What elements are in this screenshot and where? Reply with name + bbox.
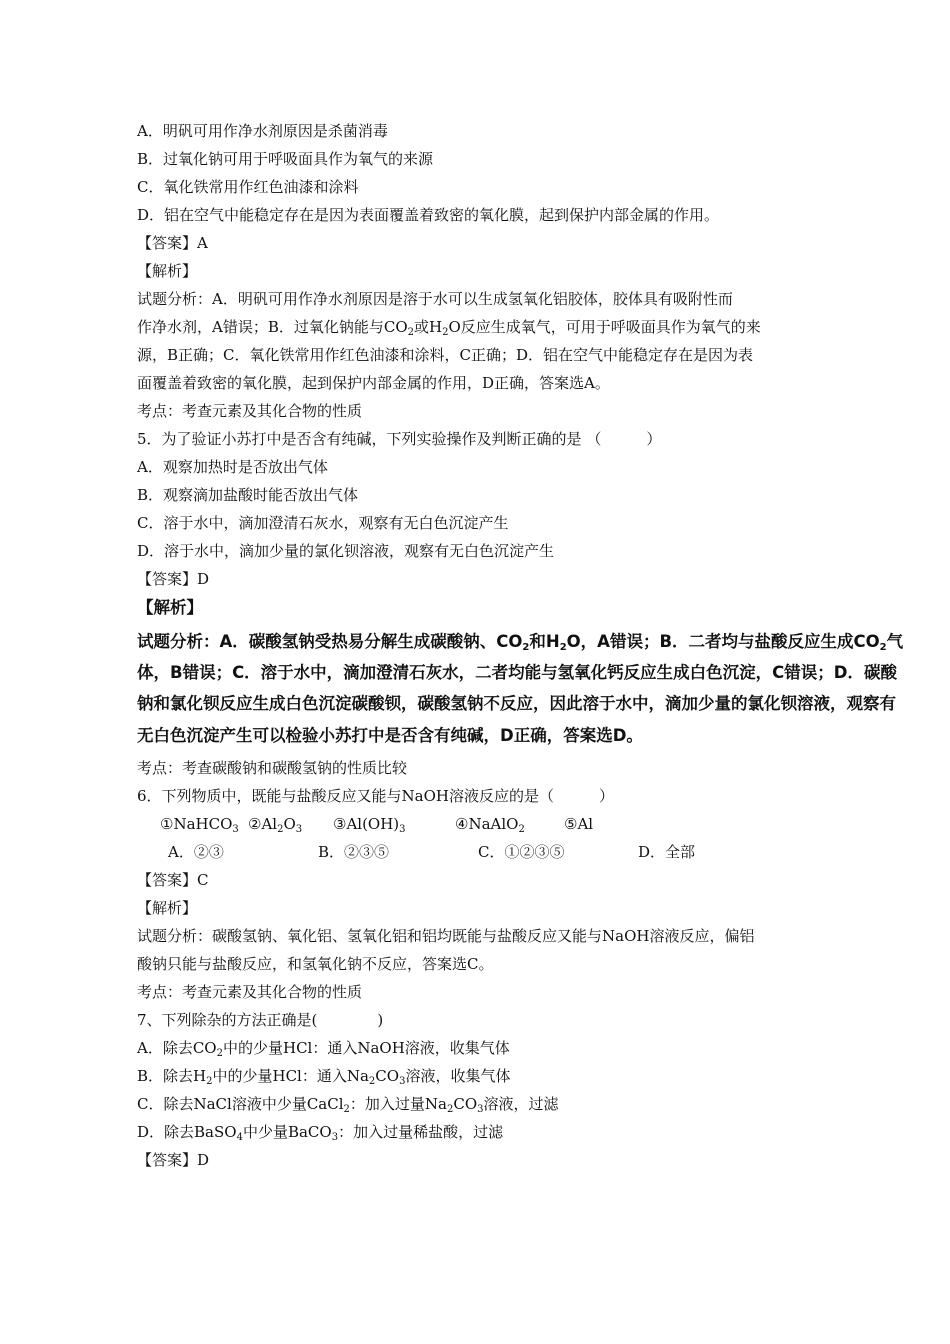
q4-option-b: B．过氧化钠可用于呼吸面具作为氧气的来源 — [137, 150, 434, 168]
q6-option-b: B．②③⑤ — [318, 843, 390, 861]
q7-option-d-part-2: 中少量BaCO — [242, 1123, 332, 1141]
q4-analysis-line-3: 源，B正确；C．氧化铁常用作红色油漆和涂料，C正确；D．铝在空气中能稳定存在是因为表 — [137, 346, 754, 364]
subscript: 4 — [236, 1132, 243, 1143]
q7-option-c-part-2: ：加入过量Na — [349, 1095, 447, 1113]
subscript: 2 — [277, 824, 284, 835]
subscript: 2 — [559, 642, 567, 653]
q5-option-a: A．观察加热时是否放出气体 — [137, 458, 328, 476]
q6-kaodian: 考点：考查元素及其化合物的性质 — [137, 983, 363, 1001]
q4-answer: 【答案】A — [137, 234, 208, 252]
q5-analysis-line-3: 钠和氯化钡反应生成白色沉淀碳酸钡，碳酸氢钠不反应，因此溶于水中，滴加少量的氯化钡溶液，观察有 — [137, 694, 896, 713]
q4-option-a: A．明矾可用作净水剂原因是杀菌消毒 — [137, 122, 388, 140]
q7-option-d-part-1: D．除去BaSO — [137, 1123, 237, 1141]
q6-item-2-text: ②Al — [248, 815, 278, 833]
q5-kaodian: 考点：考查碳酸钠和碳酸氢钠的性质比较 — [137, 759, 408, 777]
q6-answer: 【答案】C — [137, 871, 209, 889]
subscript: 2 — [206, 1076, 213, 1087]
q4-analysis-line-1: 试题分析：A．明矾可用作净水剂原因是溶于水可以生成氢氧化铝胶体，胶体具有吸附性而 — [137, 290, 733, 308]
q6-item-1-text: ①NaHCO — [160, 815, 233, 833]
q6-options-row — [168, 842, 788, 862]
q5-option-c: C．溶于水中，滴加澄清石灰水，观察有无白色沉淀产生 — [137, 514, 509, 532]
q7-option-b-part-1: B．除去H — [137, 1067, 207, 1085]
subscript: 3 — [232, 824, 239, 835]
subscript: 3 — [295, 824, 303, 835]
q4-option-c: C．氧化铁常用作红色油漆和涂料 — [137, 178, 359, 196]
subscript: 3 — [477, 1104, 484, 1115]
q6-item-3-text: ③Al(OH) — [333, 815, 400, 833]
q4-analysis-line-2 — [137, 317, 761, 337]
q6-item-1 — [160, 814, 239, 834]
q7-option-b-part-2: 中的少量HCl：通入Na — [212, 1067, 369, 1085]
subscript: 2 — [368, 1076, 376, 1087]
q4-analysis-line-2-part-a: 作净水剂，A错误；B．过氧化钠能与CO — [137, 318, 408, 336]
q7-option-d — [137, 1122, 503, 1142]
subscript: 2 — [442, 327, 449, 338]
q6-option-c: C．①②③⑤ — [478, 843, 565, 861]
q7-option-c-part-4: 溶液，过滤 — [483, 1095, 559, 1113]
q7-option-d-part-3: ：加入过量稀盐酸，过滤 — [338, 1123, 504, 1141]
q6-item-4 — [455, 814, 525, 834]
q5-answer: 【答案】D — [137, 570, 210, 588]
q5-analysis-line-1-part-b: 和H — [529, 632, 560, 651]
subscript: 2 — [343, 1104, 350, 1115]
q5-analysis-line-1-part-d: 气 — [886, 632, 904, 651]
q7-option-a — [137, 1038, 510, 1058]
subscript: 2 — [522, 642, 530, 653]
q7-option-c-part-3: CO — [453, 1095, 478, 1113]
q6-item-2-text-b: O — [283, 815, 296, 833]
q7-option-b-part-3: CO — [375, 1067, 400, 1085]
q6-item-3 — [333, 814, 406, 834]
subscript: 3 — [399, 824, 406, 835]
q5-analysis-line-2: 体，B错误；C．溶于水中，滴加澄清石灰水，二者均能与氢氧化钙反应生成白色沉淀，C错误；D．碳酸 — [137, 663, 897, 682]
subscript: 2 — [407, 327, 415, 338]
q4-kaodian: 考点：考查元素及其化合物的性质 — [137, 402, 363, 420]
q7-option-a-part-1: A．除去CO — [137, 1039, 217, 1057]
q4-option-d: D．铝在空气中能稳定存在是因为表面覆盖着致密的氧化膜，起到保护内部金属的作用。 — [137, 206, 720, 224]
q6-items-row — [160, 814, 780, 834]
q4-analysis-line-2-part-b: 或H — [414, 318, 443, 336]
q5-option-b: B．观察滴加盐酸时能否放出气体 — [137, 486, 359, 504]
q5-analysis-line-1-part-c: O，A错误；B．二者均与盐酸反应生成CO — [566, 632, 880, 651]
q6-analysis-line-1: 试题分析：碳酸氢钠、氧化铝、氢氧化铝和铝均既能与盐酸反应又能与NaOH溶液反应，偏铝 — [137, 927, 755, 945]
subscript: 2 — [216, 1048, 223, 1059]
subscript: 3 — [331, 1132, 339, 1143]
q4-analysis-heading: 【解析】 — [137, 262, 198, 280]
q5-analysis-line-4: 无白色沉淀产生可以检验小苏打中是否含有纯碱，D正确，答案选D。 — [137, 726, 643, 745]
q6-stem: 6．下列物质中，既能与盐酸反应又能与NaOH溶液反应的是（ ） — [137, 787, 614, 805]
q6-item-2 — [248, 814, 302, 834]
q7-stem: 7、下列除杂的方法正确是( ) — [137, 1011, 384, 1029]
q5-stem: 5．为了验证小苏打中是否含有纯碱，下列实验操作及判断正确的是 （ ） — [137, 430, 662, 448]
subscript: 2 — [518, 824, 525, 835]
subscript: 2 — [879, 642, 887, 653]
q5-analysis-line-1-part-a: 试题分析：A．碳酸氢钠受热易分解生成碳酸钠、CO — [137, 632, 523, 651]
subscript: 2 — [446, 1104, 454, 1115]
q7-option-c-part-1: C．除去NaCl溶液中少量CaCl — [137, 1095, 344, 1113]
q6-analysis-line-2: 酸钠只能与盐酸反应，和氢氧化钠不反应，答案选C。 — [137, 955, 494, 973]
q6-option-a: A．②③ — [168, 843, 224, 861]
q4-analysis-line-2-part-c: O反应生成氧气，可用于呼吸面具作为氧气的来 — [448, 318, 761, 336]
q6-item-4-text: ④NaAlO — [455, 815, 519, 833]
q6-option-d: D．全部 — [638, 843, 696, 861]
q5-option-d: D．溶于水中，滴加少量的氯化钡溶液，观察有无白色沉淀产生 — [137, 542, 555, 560]
q6-item-5: ⑤Al — [564, 815, 594, 833]
q7-answer: 【答案】D — [137, 1151, 210, 1169]
subscript: 3 — [399, 1076, 406, 1087]
q7-option-b-part-4: 溶液，收集气体 — [405, 1067, 511, 1085]
q7-option-b — [137, 1066, 510, 1086]
q5-analysis-heading: 【解析】 — [137, 598, 203, 617]
q4-analysis-line-4: 面覆盖着致密的氧化膜，起到保护内部金属的作用，D正确，答案选A。 — [137, 374, 610, 392]
q7-option-a-part-2: 中的少量HCl：通入NaOH溶液，收集气体 — [222, 1039, 510, 1057]
q6-analysis-heading: 【解析】 — [137, 899, 198, 917]
q5-analysis-line-1 — [137, 632, 903, 652]
q7-option-c — [137, 1094, 559, 1114]
